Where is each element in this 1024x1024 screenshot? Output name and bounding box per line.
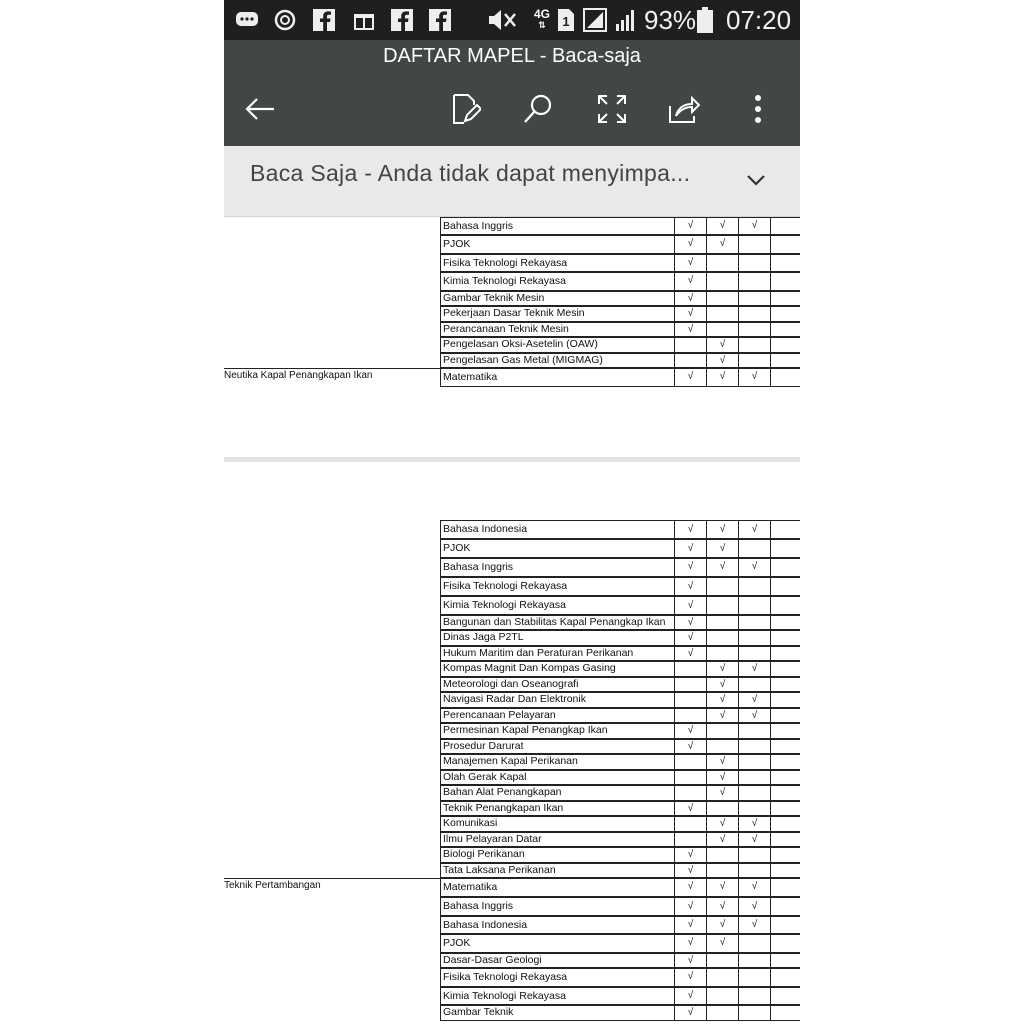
subject-cell[interactable]: Gambar Teknik Mesin: [440, 291, 674, 307]
grade-check-cell[interactable]: [738, 987, 770, 1006]
empty-cell[interactable]: [770, 254, 800, 273]
grade-check-cell[interactable]: [738, 770, 770, 786]
empty-cell[interactable]: [770, 770, 800, 786]
subject-cell[interactable]: Bahasa Indonesia: [440, 520, 674, 539]
network-type-icon: [530, 6, 554, 34]
grade-check-cell[interactable]: √: [706, 520, 738, 539]
grade-check-cell[interactable]: √: [738, 520, 770, 539]
signal-icon: [614, 6, 638, 34]
empty-cell[interactable]: [770, 847, 800, 863]
grade-check-cell[interactable]: [706, 272, 738, 291]
read-only-message: Baca Saja - Anda tidak dapat menyimpa...: [250, 160, 691, 186]
back-button[interactable]: [242, 92, 278, 126]
grade-check-cell[interactable]: [674, 337, 706, 353]
subject-cell[interactable]: Bahasa Inggris: [440, 558, 674, 577]
subject-cell[interactable]: Hukum Maritim dan Peraturan Perikanan: [440, 646, 674, 662]
table-bottom-border: [440, 1020, 800, 1021]
fullscreen-button[interactable]: [594, 92, 630, 126]
empty-cell[interactable]: [770, 337, 800, 353]
subject-cell[interactable]: Komunikasi: [440, 816, 674, 832]
grade-check-cell[interactable]: √: [706, 708, 738, 724]
document-title: DAFTAR MAPEL - Baca-saja: [383, 45, 641, 67]
empty-cell[interactable]: [770, 1005, 800, 1021]
empty-cell[interactable]: [770, 558, 800, 577]
subject-cell[interactable]: PJOK: [440, 934, 674, 953]
empty-cell[interactable]: [770, 322, 800, 338]
empty-cell[interactable]: [770, 832, 800, 848]
subject-cell[interactable]: Kimia Teknologi Rekayasa: [440, 596, 674, 615]
grade-check-cell[interactable]: √: [674, 863, 706, 879]
grade-check-cell[interactable]: √: [738, 816, 770, 832]
empty-cell[interactable]: [770, 878, 800, 897]
subject-cell[interactable]: Bahasa Indonesia: [440, 916, 674, 935]
grade-check-cell[interactable]: √: [674, 520, 706, 539]
grade-check-cell[interactable]: [738, 785, 770, 801]
subject-cell[interactable]: Kimia Teknologi Rekayasa: [440, 987, 674, 1006]
grade-check-cell[interactable]: √: [706, 368, 738, 387]
grade-check-cell[interactable]: [706, 630, 738, 646]
grade-check-cell[interactable]: [738, 723, 770, 739]
grade-check-cell[interactable]: [674, 785, 706, 801]
grade-check-cell[interactable]: [738, 968, 770, 987]
grade-check-cell[interactable]: [738, 353, 770, 369]
grade-check-cell[interactable]: √: [706, 754, 738, 770]
empty-cell[interactable]: [770, 520, 800, 539]
grade-check-cell[interactable]: √: [674, 934, 706, 953]
empty-cell[interactable]: [770, 272, 800, 291]
sync-icon: [272, 6, 298, 34]
grade-check-cell[interactable]: [706, 739, 738, 755]
grade-check-cell[interactable]: √: [674, 596, 706, 615]
empty-cell[interactable]: [770, 801, 800, 817]
empty-cell[interactable]: [770, 368, 800, 387]
grade-check-cell[interactable]: [738, 801, 770, 817]
grade-check-cell[interactable]: [674, 816, 706, 832]
subject-cell[interactable]: Gambar Teknik: [440, 1005, 674, 1021]
grade-check-cell[interactable]: √: [706, 677, 738, 693]
grade-check-cell[interactable]: √: [706, 785, 738, 801]
grade-check-cell[interactable]: [738, 847, 770, 863]
subject-cell[interactable]: Meteorologi dan Oseanografi: [440, 677, 674, 693]
grade-check-cell[interactable]: √: [738, 832, 770, 848]
subject-cell[interactable]: Fisika Teknologi Rekayasa: [440, 577, 674, 596]
grade-check-cell[interactable]: [706, 968, 738, 987]
grade-check-cell[interactable]: [738, 322, 770, 338]
grade-check-cell[interactable]: [706, 615, 738, 631]
clock: 07:20: [726, 5, 792, 35]
chevron-down-icon[interactable]: [744, 170, 768, 190]
grade-check-cell[interactable]: [738, 577, 770, 596]
grade-check-cell[interactable]: √: [738, 708, 770, 724]
grade-check-cell[interactable]: [674, 832, 706, 848]
subject-cell[interactable]: Olah Gerak Kapal: [440, 770, 674, 786]
grade-check-cell[interactable]: √: [706, 353, 738, 369]
grade-check-cell[interactable]: √: [674, 897, 706, 916]
grade-check-cell[interactable]: [738, 953, 770, 969]
subject-cell[interactable]: Matematika: [440, 878, 674, 897]
back-arrow-icon: [244, 97, 276, 121]
grade-check-cell[interactable]: √: [706, 897, 738, 916]
program-divider: [224, 368, 440, 369]
subject-cell[interactable]: PJOK: [440, 235, 674, 254]
grade-check-cell[interactable]: √: [738, 878, 770, 897]
grade-check-cell[interactable]: √: [706, 692, 738, 708]
empty-cell[interactable]: [770, 953, 800, 969]
facebook-icon-2: [390, 6, 414, 34]
fullscreen-icon: [597, 94, 627, 124]
grade-check-cell[interactable]: [706, 577, 738, 596]
subject-cell[interactable]: Pengelasan Gas Metal (MIGMAG): [440, 353, 674, 369]
grade-check-cell[interactable]: [674, 754, 706, 770]
grade-check-cell[interactable]: √: [674, 254, 706, 273]
grade-check-cell[interactable]: √: [674, 322, 706, 338]
grade-check-cell[interactable]: √: [674, 539, 706, 558]
empty-cell[interactable]: [770, 816, 800, 832]
empty-cell[interactable]: [770, 897, 800, 916]
subject-cell[interactable]: Pekerjaan Dasar Teknik Mesin: [440, 306, 674, 322]
grade-check-cell[interactable]: [706, 306, 738, 322]
grade-check-cell[interactable]: [738, 539, 770, 558]
empty-cell[interactable]: [770, 630, 800, 646]
subject-cell[interactable]: PJOK: [440, 539, 674, 558]
network-type-label: 4G: [533, 7, 550, 21]
empty-cell[interactable]: [770, 987, 800, 1006]
empty-cell[interactable]: [770, 291, 800, 307]
empty-cell[interactable]: [770, 708, 800, 724]
empty-cell[interactable]: [770, 677, 800, 693]
grade-check-cell[interactable]: √: [674, 847, 706, 863]
grade-check-cell[interactable]: √: [706, 217, 738, 235]
grade-check-cell[interactable]: √: [738, 692, 770, 708]
search-button[interactable]: [520, 92, 556, 126]
grade-check-cell[interactable]: √: [674, 368, 706, 387]
grade-check-cell[interactable]: [738, 677, 770, 693]
edit-icon: [451, 93, 481, 125]
grade-check-cell[interactable]: √: [674, 235, 706, 254]
grade-check-cell[interactable]: √: [674, 987, 706, 1006]
grade-check-cell[interactable]: √: [674, 916, 706, 935]
subject-cell[interactable]: Dasar-Dasar Geologi: [440, 953, 674, 969]
empty-cell[interactable]: [770, 916, 800, 935]
subject-cell[interactable]: Teknik Penangkapan Ikan: [440, 801, 674, 817]
empty-cell[interactable]: [770, 306, 800, 322]
edit-button[interactable]: [448, 92, 484, 126]
empty-cell[interactable]: [770, 739, 800, 755]
grade-check-cell[interactable]: [674, 692, 706, 708]
subject-cell[interactable]: Permesinan Kapal Penangkap Ikan: [440, 723, 674, 739]
grade-check-cell[interactable]: √: [674, 953, 706, 969]
grade-check-cell[interactable]: [738, 306, 770, 322]
grade-check-cell[interactable]: [738, 1005, 770, 1021]
subject-cell[interactable]: Biologi Perikanan: [440, 847, 674, 863]
grade-check-cell[interactable]: [706, 801, 738, 817]
empty-cell[interactable]: [770, 235, 800, 254]
grade-check-cell[interactable]: √: [674, 878, 706, 897]
grade-check-cell[interactable]: [706, 596, 738, 615]
grade-check-cell[interactable]: √: [706, 816, 738, 832]
signal-sim1-icon: [582, 6, 608, 34]
grade-check-cell[interactable]: √: [674, 1005, 706, 1021]
grade-check-cell[interactable]: √: [706, 539, 738, 558]
subject-cell[interactable]: Prosedur Darurat: [440, 739, 674, 755]
empty-cell[interactable]: [770, 596, 800, 615]
empty-cell[interactable]: [770, 723, 800, 739]
grade-check-cell[interactable]: √: [674, 630, 706, 646]
grade-check-cell[interactable]: [738, 596, 770, 615]
subject-cell[interactable]: Bahasa Inggris: [440, 217, 674, 235]
program-name[interactable]: Teknik Pertambangan: [224, 880, 321, 891]
grade-check-cell[interactable]: √: [674, 217, 706, 235]
grade-check-cell[interactable]: √: [674, 291, 706, 307]
grade-check-cell[interactable]: [706, 723, 738, 739]
grade-check-cell[interactable]: √: [674, 306, 706, 322]
battery-icon: [696, 6, 714, 34]
empty-cell[interactable]: [770, 661, 800, 677]
grade-check-cell[interactable]: √: [706, 916, 738, 935]
subject-cell[interactable]: Pengelasan Oksi-Asetelin (OAW): [440, 337, 674, 353]
grade-check-cell[interactable]: √: [706, 832, 738, 848]
grade-check-cell[interactable]: √: [738, 558, 770, 577]
subject-cell[interactable]: Ilmu Pelayaran Datar: [440, 832, 674, 848]
subject-cell[interactable]: Kompas Magnit Dan Kompas Gasing: [440, 661, 674, 677]
more-vertical-icon: [753, 94, 763, 124]
status-bar: [224, 0, 800, 40]
grade-check-cell[interactable]: √: [738, 661, 770, 677]
subject-cell[interactable]: Bangunan dan Stabilitas Kapal Penangkap Ikan: [440, 615, 674, 631]
grade-check-cell[interactable]: [674, 770, 706, 786]
subject-cell[interactable]: Navigasi Radar Dan Elektronik: [440, 692, 674, 708]
mute-icon: [486, 6, 518, 34]
message-icon: [234, 6, 260, 34]
grade-check-cell[interactable]: [738, 630, 770, 646]
program-divider: [224, 878, 440, 879]
grade-check-cell[interactable]: √: [706, 558, 738, 577]
grade-check-cell[interactable]: [706, 1005, 738, 1021]
empty-cell[interactable]: [770, 539, 800, 558]
grade-check-cell[interactable]: √: [674, 615, 706, 631]
grade-check-cell[interactable]: [738, 337, 770, 353]
empty-cell[interactable]: [770, 934, 800, 953]
search-icon: [522, 93, 554, 125]
grade-check-cell[interactable]: √: [674, 968, 706, 987]
facebook-icon-3: [428, 6, 452, 34]
grade-check-cell[interactable]: [674, 353, 706, 369]
share-icon: [668, 94, 700, 124]
grade-check-cell[interactable]: [706, 254, 738, 273]
subject-cell[interactable]: Kimia Teknologi Rekayasa: [440, 272, 674, 291]
grade-check-cell[interactable]: [674, 708, 706, 724]
empty-cell[interactable]: [770, 353, 800, 369]
empty-cell[interactable]: [770, 217, 800, 235]
gift-icon: [352, 6, 376, 34]
grade-check-cell[interactable]: √: [674, 558, 706, 577]
grade-check-cell[interactable]: √: [738, 916, 770, 935]
share-button[interactable]: [666, 92, 702, 126]
grade-check-cell[interactable]: [738, 254, 770, 273]
grade-check-cell[interactable]: [738, 272, 770, 291]
page-separator: [224, 457, 800, 462]
grade-check-cell[interactable]: [706, 987, 738, 1006]
grade-check-cell[interactable]: √: [674, 272, 706, 291]
grade-check-cell[interactable]: √: [706, 770, 738, 786]
empty-cell[interactable]: [770, 754, 800, 770]
grade-check-cell[interactable]: √: [674, 739, 706, 755]
empty-cell[interactable]: [770, 863, 800, 879]
data-arrows-icon: ⇅: [538, 20, 546, 30]
grade-check-cell[interactable]: [706, 291, 738, 307]
subject-cell[interactable]: Bahan Alat Penangkapan: [440, 785, 674, 801]
empty-cell[interactable]: [770, 615, 800, 631]
grade-check-cell[interactable]: √: [738, 897, 770, 916]
subject-cell[interactable]: Fisika Teknologi Rekayasa: [440, 254, 674, 273]
grade-check-cell[interactable]: [738, 739, 770, 755]
grade-check-cell[interactable]: [706, 953, 738, 969]
subject-cell[interactable]: Perencanaan Pelayaran: [440, 708, 674, 724]
grade-check-cell[interactable]: √: [706, 661, 738, 677]
grade-check-cell[interactable]: [706, 322, 738, 338]
spreadsheet: [224, 217, 800, 1024]
grade-check-cell[interactable]: [738, 646, 770, 662]
grade-check-cell[interactable]: √: [674, 723, 706, 739]
program-name[interactable]: Neutika Kapal Penangkapan Ikan: [224, 370, 373, 381]
sim-icon: [556, 6, 576, 34]
grade-check-cell[interactable]: [738, 291, 770, 307]
table-bottom-border: [440, 386, 800, 387]
empty-cell[interactable]: [770, 646, 800, 662]
grade-check-cell[interactable]: [706, 646, 738, 662]
empty-cell[interactable]: [770, 692, 800, 708]
subject-cell[interactable]: Bahasa Inggris: [440, 897, 674, 916]
grade-check-cell[interactable]: [738, 934, 770, 953]
empty-cell[interactable]: [770, 785, 800, 801]
grade-check-cell[interactable]: [706, 847, 738, 863]
grade-check-cell[interactable]: [738, 615, 770, 631]
grade-check-cell[interactable]: √: [706, 235, 738, 254]
battery-percent: 93%: [644, 5, 697, 35]
grade-check-cell[interactable]: [674, 677, 706, 693]
grade-check-cell[interactable]: √: [706, 878, 738, 897]
grade-check-cell[interactable]: √: [706, 337, 738, 353]
subject-cell[interactable]: Perancanaan Teknik Mesin: [440, 322, 674, 338]
grade-check-cell[interactable]: √: [738, 217, 770, 235]
more-options-button[interactable]: [740, 92, 776, 126]
grade-check-cell[interactable]: √: [674, 801, 706, 817]
subject-cell[interactable]: Dinas Jaga P2TL: [440, 630, 674, 646]
sim-label: 1: [562, 14, 570, 29]
grade-check-cell[interactable]: [706, 863, 738, 879]
subject-cell[interactable]: Tata Laksana Perikanan: [440, 863, 674, 879]
subject-cell[interactable]: Fisika Teknologi Rekayasa: [440, 968, 674, 987]
empty-cell[interactable]: [770, 577, 800, 596]
grade-check-cell[interactable]: √: [674, 577, 706, 596]
subject-cell[interactable]: Manajemen Kapal Perikanan: [440, 754, 674, 770]
grade-check-cell[interactable]: [738, 235, 770, 254]
grade-check-cell[interactable]: [674, 661, 706, 677]
grade-check-cell[interactable]: √: [738, 368, 770, 387]
subject-cell[interactable]: Matematika: [440, 368, 674, 387]
empty-cell[interactable]: [770, 968, 800, 987]
facebook-icon: [312, 6, 336, 34]
grade-check-cell[interactable]: √: [674, 646, 706, 662]
grade-check-cell[interactable]: [738, 754, 770, 770]
grade-check-cell[interactable]: √: [706, 934, 738, 953]
grade-check-cell[interactable]: [738, 863, 770, 879]
phone-screen: [224, 0, 800, 1024]
